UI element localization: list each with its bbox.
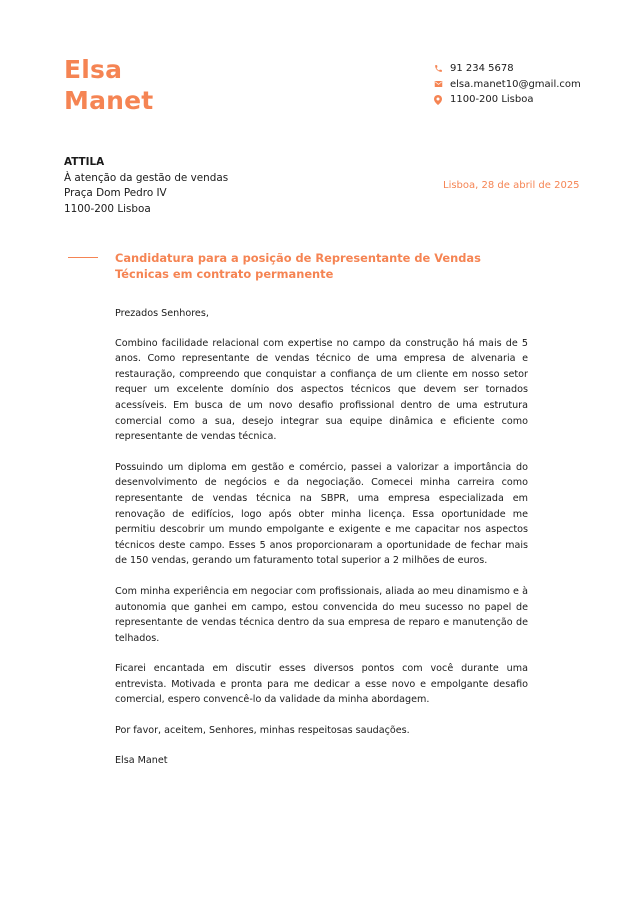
contact-address [434, 92, 581, 108]
recipient-block [64, 155, 228, 217]
letter-signature: Elsa Manet [115, 754, 168, 766]
recipient-street: Praça Dom Pedro IV [64, 187, 167, 200]
mail-icon [434, 80, 450, 88]
recipient-attention: À atenção da gestão de vendas [64, 171, 229, 184]
applicant-name [64, 54, 153, 116]
contact-email [434, 77, 581, 93]
letter-body [115, 306, 528, 768]
applicant-last-name: Manet [64, 86, 154, 115]
letter-closing: Por favor, aceitem, Senhores, minhas respeitosas saudações. [115, 725, 410, 737]
address-text: 1100-200 Lisboa [450, 94, 534, 105]
phone-text: 91 234 5678 [450, 63, 514, 74]
applicant-first-name: Elsa [64, 55, 123, 84]
recipient-company: ATTILA [64, 156, 105, 168]
email-text: elsa.manet10@gmail.com [450, 78, 581, 90]
location-pin-icon [434, 95, 450, 105]
letter-paragraph: Combino facilidade relacional com expertise no campo da construção há mais de 5 anos. Como representante de vendas técnico de uma empresa de alvenaria e restauração, compreendo que conquistar a confiança de um cliente em nosso setor requer um excelente domínio dos aspectos técnicos que devem ser tornados acessíveis. Em busca de um novo desafio profissional dentro de uma estrutura comercial como a sua, desejo integrar sua equipe dinâmica e eficiente como representante de vendas técnica. [115, 337, 528, 443]
recipient-city: 1100-200 Lisboa [64, 202, 151, 215]
letter-paragraph: Ficarei encantada em discutir esses diversos pontos com você durante uma entrevista. Motivada e pronta para me dedicar a esse novo e empolgante desafio comercial, espero convencê-lo da validade da minha abordagem. [115, 663, 528, 706]
letter-paragraph: Com minha experiência em negociar com profissionais, aliada ao meu dinamismo e à autonomia que ganhei em campo, estou convencida do meu sucesso no papel de representante de vendas técnica dentro da sua empresa de reparo e manutenção de telhados. [115, 585, 528, 644]
contact-block [434, 61, 581, 108]
phone-icon [434, 64, 450, 73]
subject-accent-line [68, 257, 98, 258]
letter-date: Lisboa, 28 de abril de 2025 [443, 180, 580, 191]
letter-subject: Candidatura para a posição de Representante de Vendas Técnicas em contrato permanente [115, 251, 481, 281]
letter-salutation: Prezados Senhores, [115, 308, 209, 319]
letter-paragraph: Possuindo um diploma em gestão e comércio, passei a valorizar a importância do desenvolvimento de negócios e da negociação. Comecei minha carreira como representante de vendas técnica na SBPR, uma empresa especializada em renovação de edifícios, logo após obter minha licença. Essa oportunidade me permitiu descobrir um mundo empolgante e exigente e me capacitar nos aspectos técnicos deste campo. Esses 5 anos proporcionaram a oportunidade de fechar mais de 150 vendas, gerando um faturamento total superior a 2 milhões de euros. [115, 461, 528, 567]
contact-phone [434, 61, 581, 77]
